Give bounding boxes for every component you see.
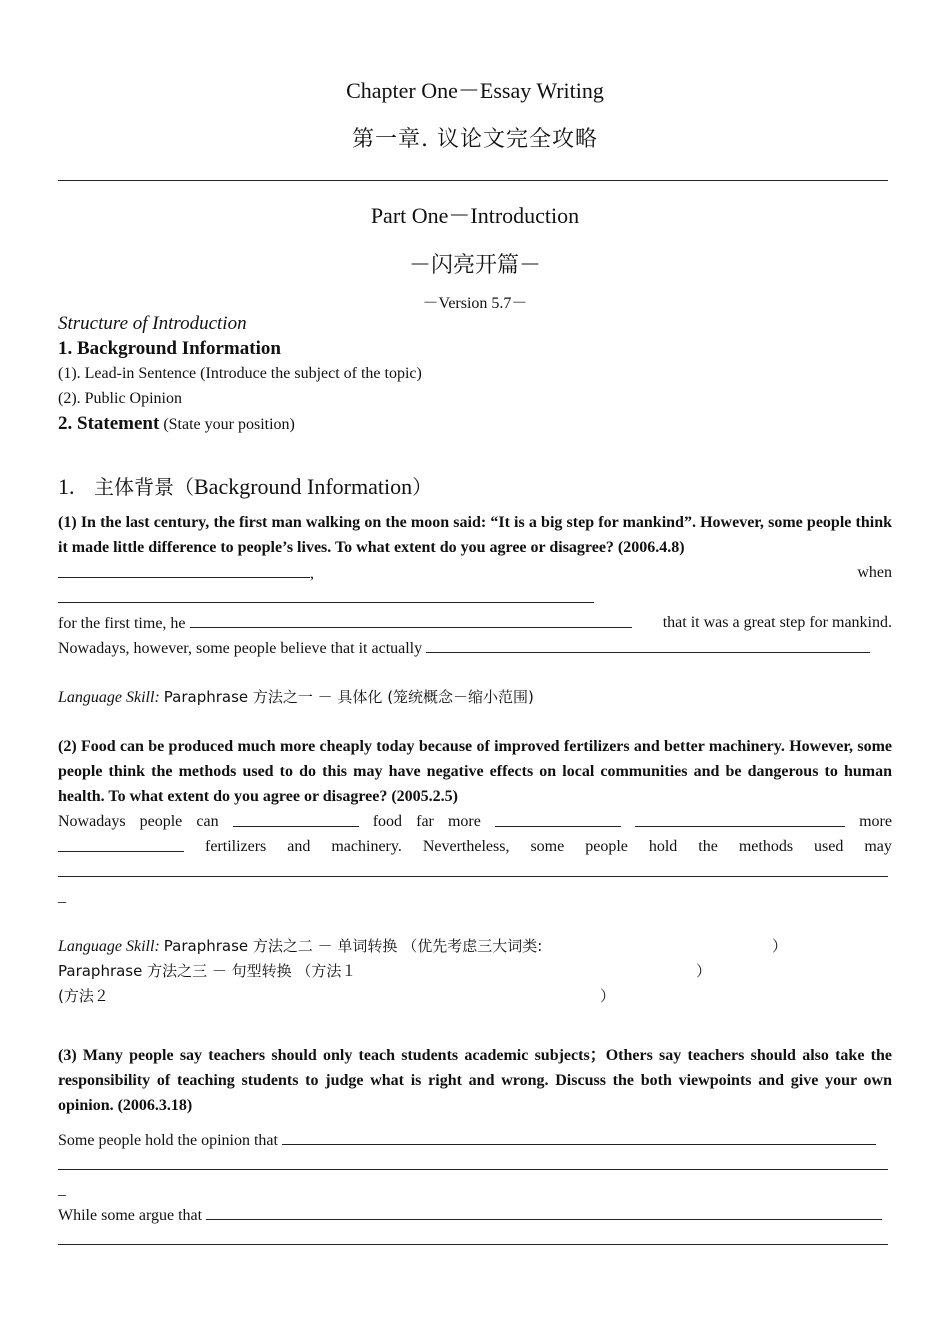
q1-line-4 <box>58 635 892 661</box>
q2-word: people <box>139 813 183 830</box>
answer-blank[interactable] <box>58 560 310 578</box>
q1-line-2 <box>58 585 892 611</box>
q3-line-2 <box>58 1152 892 1178</box>
section-title-en: Background Information <box>194 474 413 499</box>
question-3-prompt: (3) Many people say teachers should only teach students academic subjects；Others say teachers should also take the responsibility of teaching students to judge what is right and wrong. Discuss the both viewpoints and give your own opinion. (2006.3.18) <box>58 1047 892 1114</box>
structure-sub-1: (1). Lead-in Sentence (Introduce the subject of the topic) <box>58 365 422 382</box>
q1-line-3 <box>58 610 892 636</box>
structure-item-1: 1. Background Information <box>58 338 281 359</box>
q2-line-3 <box>58 859 892 885</box>
q1-for-first: for the first time, he <box>58 615 186 632</box>
structure-item-2 <box>58 411 892 437</box>
skill-text: Paraphrase 方法之二 － 单词转换 （优先考虑三大词类: <box>163 937 543 955</box>
q1-when: when <box>857 564 892 581</box>
structure-sub-2: (2). Public Opinion <box>58 390 182 407</box>
q2-word: Nevertheless, <box>422 838 510 855</box>
language-skill-2-line-3 <box>58 984 892 1009</box>
divider <box>58 180 888 181</box>
version-label: －Version 5.7－ <box>422 295 528 312</box>
answer-blank[interactable] <box>58 1152 888 1170</box>
section-title-cn: 主体背景（ <box>94 475 194 499</box>
q2-line-4: _ <box>58 888 66 905</box>
language-skill-1 <box>58 685 892 710</box>
skill-close: ） <box>600 987 616 1005</box>
language-skill-2-line-1 <box>58 934 892 959</box>
skill-label: Language Skill: <box>58 938 160 955</box>
q2-word: may <box>864 838 892 855</box>
answer-blank[interactable] <box>282 1127 876 1145</box>
q2-word: some <box>530 838 565 855</box>
q2-word: more <box>859 813 892 830</box>
q2-word: machinery. <box>331 838 402 855</box>
q3-line-4 <box>58 1202 892 1228</box>
section-1-heading <box>58 472 892 502</box>
q3-line-1 <box>58 1127 892 1153</box>
q1-comma: , <box>310 565 314 582</box>
skill-text: Paraphrase 方法之三 － 句型转换 （方法１ <box>58 962 357 980</box>
q3-line-5 <box>58 1227 892 1253</box>
skill-label: Language Skill: <box>58 689 160 706</box>
structure-item-2-note: (State your position) <box>159 416 295 433</box>
q2-word: food <box>372 813 403 830</box>
structure-heading: Structure of Introduction <box>58 313 247 334</box>
answer-blank[interactable] <box>233 809 359 827</box>
answer-blank[interactable] <box>58 859 888 877</box>
answer-blank[interactable] <box>495 809 621 827</box>
chapter-title-cn: 第一章. 议论文完全攻略 <box>352 127 598 152</box>
answer-blank[interactable] <box>58 585 594 603</box>
section-number: 1. <box>58 474 75 499</box>
answer-blank[interactable] <box>426 635 870 653</box>
skill-text: (方法２ <box>58 987 109 1005</box>
question-2-prompt: (2) Food can be produced much more cheaply today because of improved fertilizers and better machinery. However, some people think the methods used to do this may have negative effects on local communities and be dangerous to human health. To what extent do you agree or disagree? (2005.2.5) <box>58 738 892 805</box>
q2-word: Nowadays <box>58 813 126 830</box>
answer-blank[interactable] <box>206 1202 882 1220</box>
q2-word: people <box>585 838 628 855</box>
q1-great-step: that it was a great step for mankind. <box>662 614 892 631</box>
skill-close: ） <box>696 962 712 980</box>
language-skill-2-line-2 <box>58 959 892 984</box>
answer-blank[interactable] <box>635 809 845 827</box>
part-title: Part One－Introduction <box>370 203 580 228</box>
q2-word: the <box>698 838 718 855</box>
q2-word: used <box>814 838 844 855</box>
q3-some-hold: Some people hold the opinion that <box>58 1132 278 1149</box>
structure-item-2-label: 2. Statement <box>58 413 160 434</box>
answer-blank[interactable] <box>58 1227 888 1245</box>
q2-word: fertilizers <box>204 838 267 855</box>
section-title-close: ） <box>412 475 433 499</box>
q3-while-argue: While some argue that <box>58 1207 203 1224</box>
q2-line-2 <box>58 834 892 859</box>
answer-blank[interactable] <box>190 610 632 628</box>
answer-blank[interactable] <box>58 834 184 852</box>
q2-word: far <box>416 813 434 830</box>
q2-word: and <box>287 838 311 855</box>
q1-line-1 <box>58 560 892 586</box>
q2-word: hold <box>648 838 678 855</box>
skill-text: Paraphrase 方法之一 － 具体化 (笼统概念－缩小范围) <box>163 688 534 706</box>
skill-close: ） <box>772 937 788 955</box>
q2-word: can <box>196 813 219 830</box>
question-1-prompt: (1) In the last century, the first man walking on the moon said: “It is a big step for mankind”. However, some people think it made little difference to people’s lives. To what extent do you agree or disagree? (2006.4.8) <box>58 514 892 556</box>
q2-line-1 <box>58 809 892 834</box>
q2-word: more <box>447 813 481 830</box>
q1-nowadays: Nowadays, however, some people believe that it actually <box>58 640 423 657</box>
part-title-cn: －闪亮开篇－ <box>408 253 541 278</box>
q2-word: methods <box>738 838 794 855</box>
chapter-title: Chapter One－Essay Writing <box>346 78 604 103</box>
q3-line-3: _ <box>58 1181 66 1198</box>
